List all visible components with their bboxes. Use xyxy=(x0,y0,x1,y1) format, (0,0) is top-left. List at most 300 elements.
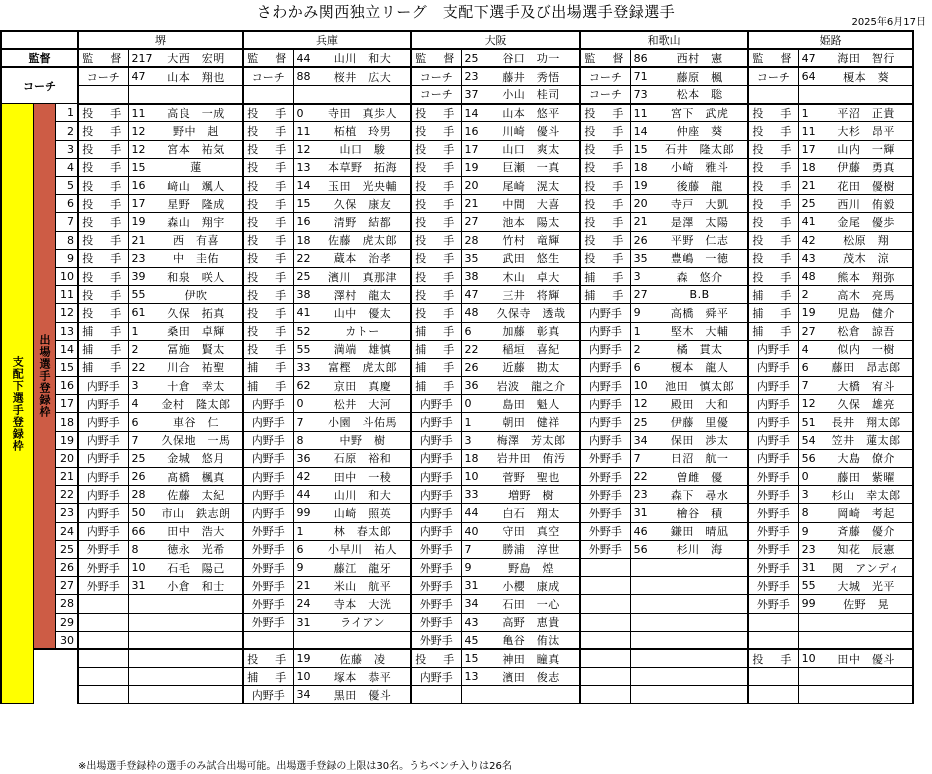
uniform-number-cell: 11 xyxy=(293,122,315,140)
uniform-number-cell xyxy=(128,613,150,631)
position-cell: 投 手 xyxy=(78,304,128,322)
player-name-cell: 米山 航平 xyxy=(315,577,411,595)
uniform-number-cell: 73 xyxy=(630,86,652,104)
player-name-cell: 野島 煌 xyxy=(483,558,580,576)
uniform-number-cell: 6 xyxy=(461,322,483,340)
position-cell xyxy=(580,649,630,667)
uniform-number-cell: 31 xyxy=(128,577,150,595)
position-cell xyxy=(78,86,128,104)
uniform-number-cell: 4 xyxy=(798,340,820,358)
player-name-cell: 松本 聡 xyxy=(652,86,748,104)
uniform-number-cell: 16 xyxy=(461,122,483,140)
uniform-number-cell: 15 xyxy=(128,158,150,176)
position-cell xyxy=(580,558,630,576)
position-cell: 内野手 xyxy=(78,504,128,522)
uniform-number-cell: 14 xyxy=(293,177,315,195)
position-cell: 投 手 xyxy=(78,177,128,195)
uniform-number-cell: 12 xyxy=(128,140,150,158)
uniform-number-cell: 62 xyxy=(293,377,315,395)
position-cell xyxy=(78,613,128,631)
position-cell: 投 手 xyxy=(243,340,293,358)
uniform-number-cell: 28 xyxy=(461,231,483,249)
player-name-cell: 高良 一成 xyxy=(150,104,243,122)
position-cell: 外野手 xyxy=(748,486,798,504)
position-cell: 投 手 xyxy=(580,249,630,267)
player-name-cell: 濱川 真那津 xyxy=(315,267,411,285)
manager-row xyxy=(1,49,913,67)
position-cell: 内野手 xyxy=(748,431,798,449)
position-cell: 内野手 xyxy=(748,358,798,376)
player-name-cell: 三井 将輝 xyxy=(483,286,580,304)
position-cell: 内野手 xyxy=(411,522,461,540)
position-cell: 投 手 xyxy=(411,195,461,213)
player-name-cell: 近藤 勘太 xyxy=(483,358,580,376)
uniform-number-cell: 38 xyxy=(461,267,483,285)
slot-number: 22 xyxy=(55,486,78,504)
player-name-cell: 十倉 幸太 xyxy=(150,377,243,395)
position-cell: 外野手 xyxy=(78,540,128,558)
position-cell: 投 手 xyxy=(411,649,461,667)
slot-number: 20 xyxy=(55,449,78,467)
coach-row xyxy=(1,86,913,104)
player-name-cell: 高野 恵貴 xyxy=(483,613,580,631)
position-cell: 捕 手 xyxy=(748,286,798,304)
uniform-number-cell: 17 xyxy=(798,140,820,158)
document-date: 2025年6月17日 xyxy=(851,17,926,28)
position-cell: 捕 手 xyxy=(78,322,128,340)
position-cell: 投 手 xyxy=(78,140,128,158)
uniform-number-cell xyxy=(630,558,652,576)
player-name-cell: 似内 一樹 xyxy=(820,340,913,358)
position-cell: 捕 手 xyxy=(411,340,461,358)
uniform-number-cell: 0 xyxy=(798,468,820,486)
uniform-number-cell: 1 xyxy=(461,413,483,431)
uniform-number-cell: 217 xyxy=(128,49,150,67)
uniform-number-cell: 21 xyxy=(128,231,150,249)
player-name-cell: 林 春太郎 xyxy=(315,522,411,540)
player-name-cell: 濱田 俊志 xyxy=(483,668,580,686)
position-cell: 投 手 xyxy=(243,122,293,140)
roster-row xyxy=(1,504,913,522)
player-name-cell: 桑田 卓輝 xyxy=(150,322,243,340)
uniform-number-cell: 61 xyxy=(128,304,150,322)
roster-row xyxy=(1,631,913,649)
uniform-number-cell: 19 xyxy=(630,177,652,195)
position-cell: 外野手 xyxy=(243,613,293,631)
player-name-cell: 佐野 晃 xyxy=(820,595,913,613)
player-name-cell: 榎本 葵 xyxy=(820,67,913,85)
position-cell: 捕 手 xyxy=(580,267,630,285)
position-cell: 捕 手 xyxy=(78,340,128,358)
slot-number: 18 xyxy=(55,413,78,431)
player-name-cell: 野中 赳 xyxy=(150,122,243,140)
player-name-cell: 久保地 一馬 xyxy=(150,431,243,449)
player-name-cell: 加藤 彰真 xyxy=(483,322,580,340)
position-cell: 投 手 xyxy=(411,249,461,267)
player-name-cell: 日沼 航一 xyxy=(652,449,748,467)
player-name-cell: 大橋 宥斗 xyxy=(820,377,913,395)
player-name-cell: 藤井 秀悟 xyxy=(483,67,580,85)
player-name-cell: 池本 陽太 xyxy=(483,213,580,231)
position-cell: 外野手 xyxy=(580,486,630,504)
player-name-cell xyxy=(652,595,748,613)
player-name-cell: 森下 尋水 xyxy=(652,486,748,504)
player-name-cell: 山中 優太 xyxy=(315,304,411,322)
player-name-cell xyxy=(150,613,243,631)
uniform-number-cell xyxy=(630,613,652,631)
position-cell: 投 手 xyxy=(78,249,128,267)
player-name-cell: 富樫 虎太郎 xyxy=(315,358,411,376)
position-cell: 投 手 xyxy=(78,104,128,122)
player-name-cell xyxy=(150,595,243,613)
player-name-cell: 曽雌 優 xyxy=(652,468,748,486)
uniform-number-cell: 12 xyxy=(798,395,820,413)
slot-number: 16 xyxy=(55,377,78,395)
position-cell: 監 督 xyxy=(243,49,293,67)
uniform-number-cell: 14 xyxy=(461,104,483,122)
uniform-number-cell: 7 xyxy=(293,413,315,431)
position-cell: 投 手 xyxy=(243,231,293,249)
uniform-number-cell: 22 xyxy=(461,340,483,358)
uniform-number-cell: 42 xyxy=(293,468,315,486)
player-name-cell: 﨑山 颯人 xyxy=(150,177,243,195)
player-name-cell: 亀谷 侑汰 xyxy=(483,631,580,649)
position-cell: 投 手 xyxy=(411,177,461,195)
uniform-number-cell: 6 xyxy=(630,358,652,376)
uniform-number-cell: 1 xyxy=(128,322,150,340)
uniform-number-cell: 19 xyxy=(128,213,150,231)
player-name-cell: 島田 魁人 xyxy=(483,395,580,413)
player-name-cell: 増野 樹 xyxy=(483,486,580,504)
team-header-row xyxy=(1,31,913,49)
uniform-number-cell: 25 xyxy=(293,267,315,285)
player-name-cell: 澤村 龍太 xyxy=(315,286,411,304)
player-name-cell: 宮下 武虎 xyxy=(652,104,748,122)
page-title: さわかみ関西独立リーグ 支配下選手及び出場選手登録選手 xyxy=(256,3,676,21)
uniform-number-cell: 15 xyxy=(630,140,652,158)
uniform-number-cell: 7 xyxy=(798,377,820,395)
position-cell: 投 手 xyxy=(78,158,128,176)
position-cell: コーチ xyxy=(580,86,630,104)
position-cell: 内野手 xyxy=(78,431,128,449)
uniform-number-cell: 43 xyxy=(461,613,483,631)
player-name-cell: 金村 隆太郎 xyxy=(150,395,243,413)
position-cell xyxy=(748,613,798,631)
player-name-cell: 小櫻 康成 xyxy=(483,577,580,595)
player-name-cell: 大西 宏明 xyxy=(150,49,243,67)
slot-number: 6 xyxy=(55,195,78,213)
player-name-cell: 斉藤 優介 xyxy=(820,522,913,540)
roster-row xyxy=(1,340,913,358)
uniform-number-cell: 12 xyxy=(128,122,150,140)
slot-number: 14 xyxy=(55,340,78,358)
uniform-number-cell: 88 xyxy=(293,67,315,85)
position-cell xyxy=(78,668,128,686)
position-cell: 内野手 xyxy=(580,322,630,340)
position-cell: 捕 手 xyxy=(411,377,461,395)
uniform-number-cell: 15 xyxy=(461,649,483,667)
position-cell: 外野手 xyxy=(580,540,630,558)
roster-row xyxy=(1,304,913,322)
player-name-cell: 川合 祐聖 xyxy=(150,358,243,376)
player-name-cell: 石毛 陽己 xyxy=(150,558,243,576)
position-cell: 監 督 xyxy=(78,49,128,67)
uniform-number-cell: 25 xyxy=(461,49,483,67)
roster-row xyxy=(1,686,913,704)
roster-row xyxy=(1,177,913,195)
player-name-cell: 金城 悠月 xyxy=(150,449,243,467)
position-cell: 内野手 xyxy=(748,377,798,395)
uniform-number-cell xyxy=(128,686,150,704)
position-cell xyxy=(580,631,630,649)
player-name-cell xyxy=(150,86,243,104)
player-name-cell xyxy=(150,686,243,704)
slot-number: 7 xyxy=(55,213,78,231)
roster-row xyxy=(1,122,913,140)
player-name-cell: 保田 渉太 xyxy=(652,431,748,449)
position-cell: 外野手 xyxy=(411,595,461,613)
player-name-cell: 黒田 優斗 xyxy=(315,686,411,704)
position-cell: 内野手 xyxy=(411,486,461,504)
extra-spacer xyxy=(33,649,78,704)
uniform-number-cell: 55 xyxy=(293,340,315,358)
uniform-number-cell: 17 xyxy=(128,195,150,213)
player-name-cell xyxy=(150,668,243,686)
player-name-cell: 神田 瞳真 xyxy=(483,649,580,667)
team-header: 姫路 xyxy=(748,31,913,49)
slot-number: 10 xyxy=(55,267,78,285)
position-cell: 投 手 xyxy=(243,140,293,158)
uniform-number-cell: 21 xyxy=(630,213,652,231)
position-cell: 投 手 xyxy=(580,104,630,122)
roster-row xyxy=(1,522,913,540)
uniform-number-cell xyxy=(630,649,652,667)
player-name-cell: 星野 隆成 xyxy=(150,195,243,213)
player-name-cell: 杉川 海 xyxy=(652,540,748,558)
player-name-cell: 山内 一輝 xyxy=(820,140,913,158)
uniform-number-cell: 9 xyxy=(293,558,315,576)
uniform-number-cell: 56 xyxy=(798,449,820,467)
roster-row xyxy=(1,267,913,285)
uniform-number-cell: 11 xyxy=(128,104,150,122)
player-name-cell: 石原 裕和 xyxy=(315,449,411,467)
position-cell: 投 手 xyxy=(243,322,293,340)
roster-row xyxy=(1,231,913,249)
player-name-cell: 平野 仁志 xyxy=(652,231,748,249)
position-cell: 内野手 xyxy=(748,340,798,358)
uniform-number-cell: 20 xyxy=(630,195,652,213)
position-cell: 捕 手 xyxy=(411,358,461,376)
player-name-cell: 久保 拓真 xyxy=(150,304,243,322)
uniform-number-cell: 1 xyxy=(293,522,315,540)
player-name-cell: 藤原 楓 xyxy=(652,67,748,85)
player-name-cell: 熊本 翔弥 xyxy=(820,267,913,285)
position-cell: 内野手 xyxy=(748,395,798,413)
position-cell xyxy=(748,668,798,686)
slot-number: 11 xyxy=(55,286,78,304)
team-header: 兵庫 xyxy=(243,31,411,49)
player-name-cell xyxy=(652,558,748,576)
player-name-cell: 海田 智行 xyxy=(820,49,913,67)
position-cell: 監 督 xyxy=(580,49,630,67)
player-name-cell xyxy=(150,631,243,649)
uniform-number-cell: 18 xyxy=(798,158,820,176)
uniform-number-cell: 20 xyxy=(461,177,483,195)
player-name-cell: 西川 侑毅 xyxy=(820,195,913,213)
player-name-cell: 仲座 葵 xyxy=(652,122,748,140)
position-cell: 捕 手 xyxy=(748,304,798,322)
footnote: ※出場選手登録枠の選手のみ試合出場可能。出場選手登録の上限は30名。うちベンチ入りは26名 xyxy=(78,761,512,772)
position-cell: 内野手 xyxy=(748,413,798,431)
player-name-cell: 松倉 諒吾 xyxy=(820,322,913,340)
uniform-number-cell: 47 xyxy=(128,67,150,85)
player-name-cell xyxy=(315,631,411,649)
position-cell: コーチ xyxy=(411,86,461,104)
uniform-number-cell: 22 xyxy=(293,249,315,267)
slot-number: 29 xyxy=(55,613,78,631)
uniform-number-cell: 22 xyxy=(128,358,150,376)
player-name-cell: 小早川 祐人 xyxy=(315,540,411,558)
position-cell: コーチ xyxy=(580,67,630,85)
player-name-cell: 冨施 賢太 xyxy=(150,340,243,358)
uniform-number-cell xyxy=(798,631,820,649)
position-cell: 外野手 xyxy=(78,577,128,595)
active-players-band xyxy=(33,104,55,650)
position-cell: 外野手 xyxy=(580,504,630,522)
roster-row xyxy=(1,195,913,213)
position-cell: コーチ xyxy=(748,67,798,85)
position-cell: 投 手 xyxy=(243,213,293,231)
position-cell: 外野手 xyxy=(580,468,630,486)
player-name-cell: 中 圭佑 xyxy=(150,249,243,267)
slot-number: 5 xyxy=(55,177,78,195)
position-cell: 投 手 xyxy=(580,122,630,140)
position-cell xyxy=(748,686,798,704)
position-cell: 投 手 xyxy=(243,304,293,322)
position-cell xyxy=(78,686,128,704)
coach-label: コーチ xyxy=(1,67,78,103)
player-name-cell xyxy=(820,686,913,704)
uniform-number-cell: 12 xyxy=(293,140,315,158)
slot-number: 19 xyxy=(55,431,78,449)
position-cell: 投 手 xyxy=(411,104,461,122)
uniform-number-cell xyxy=(630,668,652,686)
player-name-cell: 寺戸 大凱 xyxy=(652,195,748,213)
slot-number: 25 xyxy=(55,540,78,558)
position-cell: 内野手 xyxy=(411,395,461,413)
slot-number: 26 xyxy=(55,558,78,576)
roster-row xyxy=(1,486,913,504)
uniform-number-cell: 19 xyxy=(293,649,315,667)
player-name-cell: 満端 雄慎 xyxy=(315,340,411,358)
position-cell: 外野手 xyxy=(748,558,798,576)
uniform-number-cell xyxy=(128,668,150,686)
player-name-cell: 檜谷 積 xyxy=(652,504,748,522)
position-cell: 外野手 xyxy=(411,613,461,631)
position-cell: 捕 手 xyxy=(243,358,293,376)
slot-number: 3 xyxy=(55,140,78,158)
position-cell: 投 手 xyxy=(243,286,293,304)
player-name-cell: 桜井 広大 xyxy=(315,67,411,85)
position-cell: 投 手 xyxy=(78,286,128,304)
player-name-cell: 玉田 光央輔 xyxy=(315,177,411,195)
uniform-number-cell: 23 xyxy=(128,249,150,267)
position-cell: 投 手 xyxy=(78,231,128,249)
position-cell xyxy=(78,631,128,649)
position-cell: 内野手 xyxy=(580,395,630,413)
player-name-cell xyxy=(652,649,748,667)
uniform-number-cell: 99 xyxy=(798,595,820,613)
player-name-cell: 朝田 健祥 xyxy=(483,413,580,431)
uniform-number-cell: 19 xyxy=(461,158,483,176)
uniform-number-cell: 11 xyxy=(798,122,820,140)
player-name-cell: 児島 健介 xyxy=(820,304,913,322)
position-cell: 投 手 xyxy=(580,213,630,231)
player-name-cell xyxy=(820,86,913,104)
position-cell: 投 手 xyxy=(411,267,461,285)
uniform-number-cell: 46 xyxy=(630,522,652,540)
position-cell: 内野手 xyxy=(411,449,461,467)
position-cell: 投 手 xyxy=(748,195,798,213)
uniform-number-cell: 1 xyxy=(630,322,652,340)
position-cell: 投 手 xyxy=(411,231,461,249)
player-name-cell: 長井 翔太郎 xyxy=(820,413,913,431)
uniform-number-cell: 17 xyxy=(461,140,483,158)
uniform-number-cell: 26 xyxy=(461,358,483,376)
position-cell: 内野手 xyxy=(78,522,128,540)
position-cell: 外野手 xyxy=(411,558,461,576)
uniform-number-cell: 7 xyxy=(461,540,483,558)
uniform-number-cell: 13 xyxy=(293,158,315,176)
player-name-cell: 岡崎 考起 xyxy=(820,504,913,522)
player-name-cell: 巨瀬 一真 xyxy=(483,158,580,176)
position-cell: 内野手 xyxy=(411,431,461,449)
uniform-number-cell: 18 xyxy=(293,231,315,249)
uniform-number-cell: 8 xyxy=(798,504,820,522)
uniform-number-cell: 42 xyxy=(798,231,820,249)
position-cell: 投 手 xyxy=(748,249,798,267)
roster-row xyxy=(1,595,913,613)
roster-row xyxy=(1,413,913,431)
position-cell: 捕 手 xyxy=(580,286,630,304)
player-name-cell: 尾崎 滉太 xyxy=(483,177,580,195)
uniform-number-cell: 9 xyxy=(461,558,483,576)
position-cell: 投 手 xyxy=(243,104,293,122)
registered-players-band xyxy=(1,104,33,704)
slot-number: 30 xyxy=(55,631,78,649)
player-name-cell: 勝浦 淳世 xyxy=(483,540,580,558)
uniform-number-cell: 3 xyxy=(798,486,820,504)
position-cell: 外野手 xyxy=(243,522,293,540)
position-cell: 投 手 xyxy=(78,195,128,213)
uniform-number-cell: 23 xyxy=(461,67,483,85)
player-name-cell: 花田 優樹 xyxy=(820,177,913,195)
uniform-number-cell: 16 xyxy=(128,177,150,195)
player-name-cell: 佐藤 太紀 xyxy=(150,486,243,504)
slot-number: 8 xyxy=(55,231,78,249)
roster-table xyxy=(0,30,914,704)
uniform-number-cell: 3 xyxy=(128,377,150,395)
uniform-number-cell: 47 xyxy=(798,49,820,67)
player-name-cell: 田中 優斗 xyxy=(820,649,913,667)
position-cell: 投 手 xyxy=(748,177,798,195)
position-cell: 投 手 xyxy=(748,122,798,140)
uniform-number-cell: 7 xyxy=(630,449,652,467)
player-name-cell: 森山 翔宇 xyxy=(150,213,243,231)
registered-players-label: 支配下選手登録枠 xyxy=(11,355,25,452)
uniform-number-cell: 10 xyxy=(630,377,652,395)
position-cell: 投 手 xyxy=(748,213,798,231)
